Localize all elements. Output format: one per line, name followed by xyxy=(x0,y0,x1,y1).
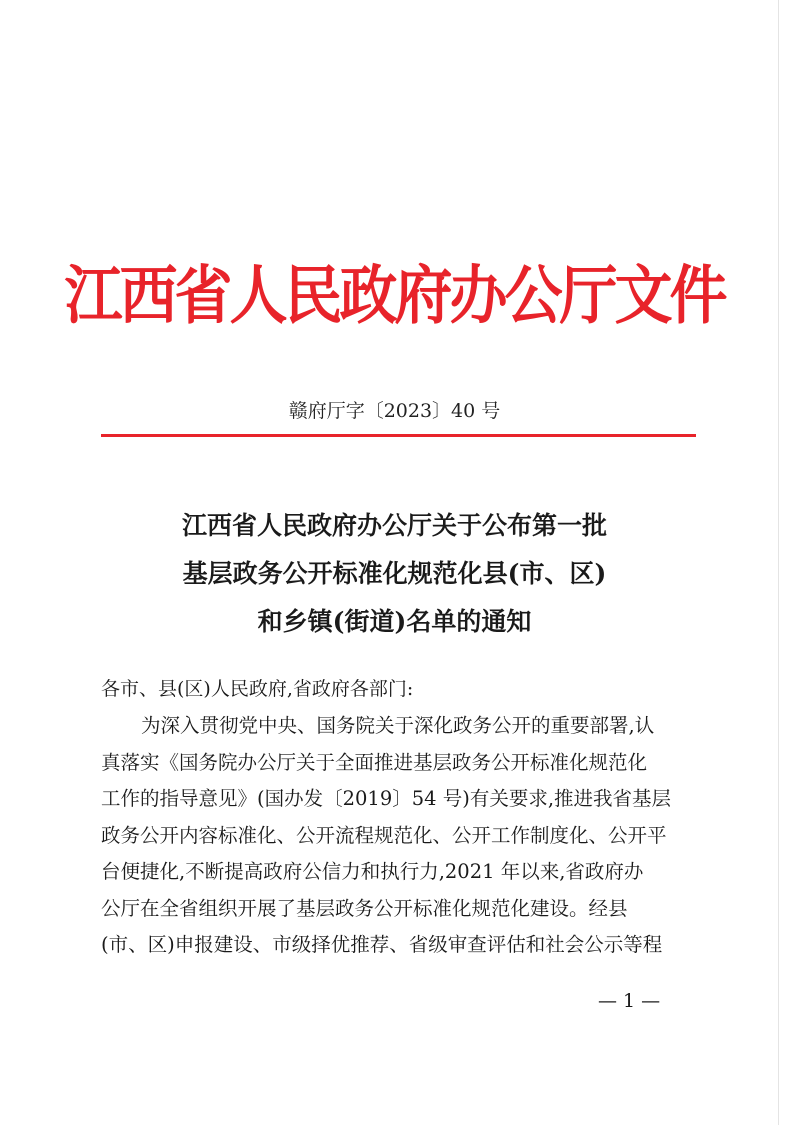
title-line: 基层政务公开标准化规范化县(市、区) xyxy=(182,559,607,588)
body-line: 工作的指导意见》(国办发〔2019〕54 号)有关要求,推进我省基层 xyxy=(101,787,672,810)
page-number: — 1 — xyxy=(598,990,661,1012)
body-line: 政务公开内容标准化、公开流程规范化、公开工作制度化、公开平 xyxy=(101,823,667,847)
document-title xyxy=(60,502,729,646)
document-header-title: 江西省人民政府办公厅文件 xyxy=(64,258,725,334)
red-separator-line xyxy=(101,434,696,437)
body-line: 真落实《国务院办公厅关于全面推进基层政务公开标准化规范化 xyxy=(101,750,648,774)
body-line: 为深入贯彻党中央、国务院关于深化政务公开的重要部署,认 xyxy=(141,714,655,737)
salutation: 各市、县(区)人民政府,省政府各部门: xyxy=(101,678,414,700)
title-line: 江西省人民政府办公厅关于公布第一批 xyxy=(181,511,607,540)
body-line: 台便捷化,不断提高政府公信力和执行力,2021 年以来,省政府办 xyxy=(101,860,644,883)
body-line: (市、区)申报建设、市级择优推荐、省级审查评估和社会公示等程 xyxy=(101,933,663,956)
body-paragraph xyxy=(101,708,697,964)
page-edge xyxy=(778,0,779,1125)
document-number: 赣府厅字〔2023〕40 号 xyxy=(288,400,501,422)
title-line: 和乡镇(街道)名单的通知 xyxy=(257,607,532,636)
body-line: 公厅在全省组织开展了基层政务公开标准化规范化建设。经县 xyxy=(101,896,628,920)
